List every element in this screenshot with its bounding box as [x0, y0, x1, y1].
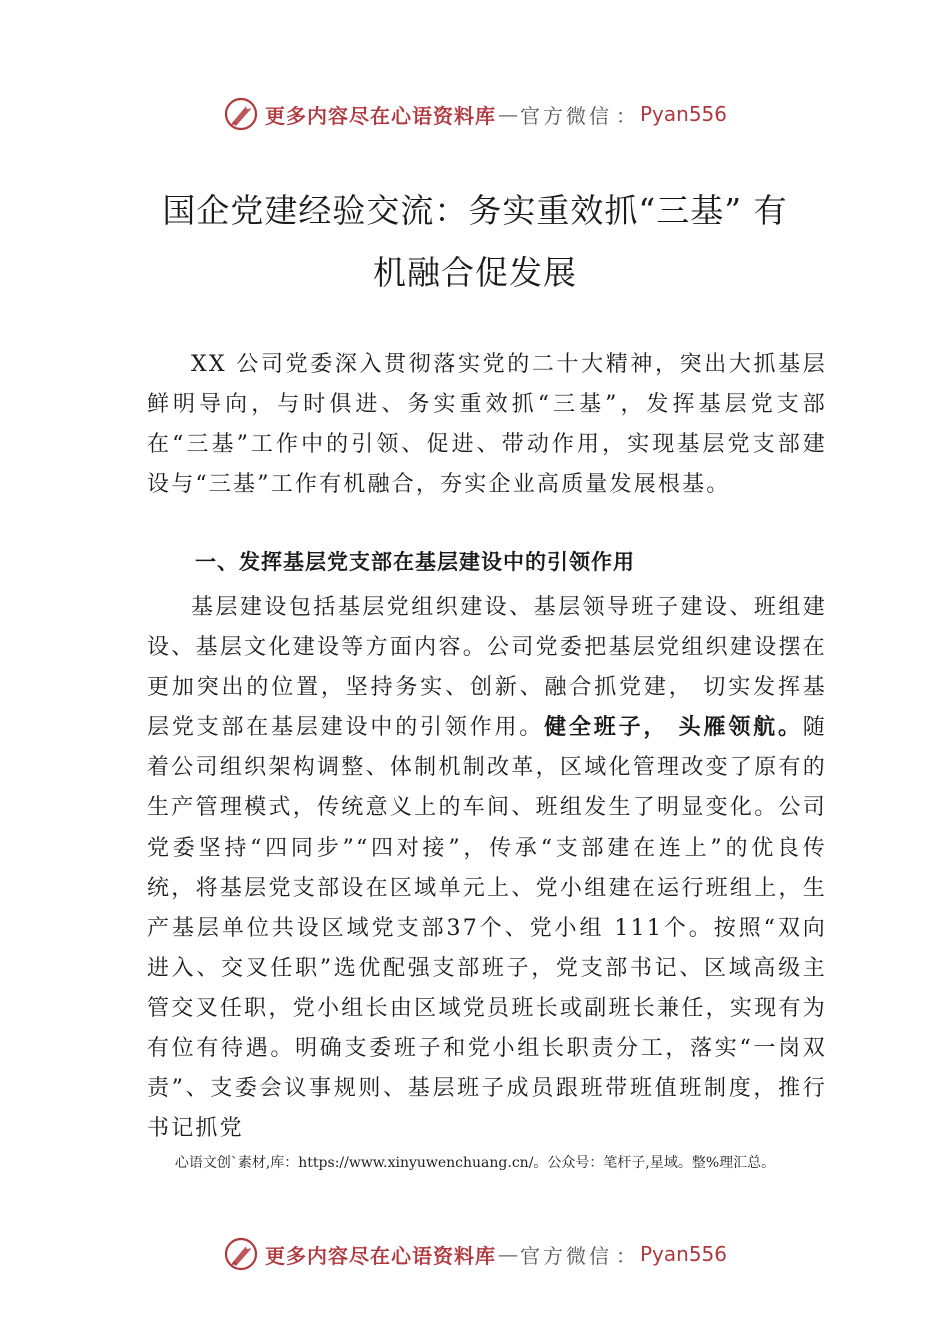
body-paragraph-text-b: 随着公司组织架构调整、体制机制改革，区域化管理改变了原有的生产管理模式，传统意义上的车间、班组发生了明显变化。公司党委坚持“四同步”“四对接”，传承“支部建在连上”的优良传统，将基层党支部设在区域单元上、党小组建在运行班组上，生产基层单位共设区域党支部37个、党小组 111个。按照“双向进入、交叉任职”选优配强支部班子，党支部书记、区域高级主管交叉任职，党小组长由区域党员班长或副班长兼任，实现有为有位有待遇。明确支委班子和党小组长职责分工，落实“一岗双责”、支委会议事规则、基层班子成员跟班带班值班制度，推行书记抓党: [147, 715, 827, 1142]
banner-main-text: 更多内容尽在心语资料库: [264, 103, 496, 128]
body-paragraph: [147, 588, 827, 1149]
body-paragraph-bold-phrase: 健全班子， 头雁领航。: [544, 715, 803, 741]
body-paragraph-text-a: 基层建设包括基层党组织建设、基层领导班子建设、班组建设、基层文化建设等方面内容。公司党委把基层党组织建设摆在更加突出的位置，坚持务实、创新、融合抓党建， 切实发挥基层党支部在基层建设中的引领作用。: [147, 595, 827, 741]
pen-nib-logo-icon: [223, 96, 259, 132]
pen-nib-logo-icon: [223, 1236, 259, 1272]
banner-wechat-id: Pyan556: [639, 102, 727, 126]
banner-main-text: 更多内容尽在心语资料库: [264, 1243, 496, 1268]
document-title: [130, 180, 820, 304]
banner-dash: —: [497, 1242, 518, 1266]
title-line-1: 国企党建经验交流：务实重效抓“三基” 有: [162, 191, 788, 230]
title-line-2: 机融合促发展: [373, 253, 577, 292]
banner-colon: ：: [615, 103, 636, 128]
banner-sub-text: 官方微信: [519, 103, 612, 128]
banner-colon: ：: [615, 1243, 636, 1268]
banner-sub-text: 官方微信: [519, 1243, 612, 1268]
footer-banner: [0, 1234, 950, 1274]
source-footnote: 心语文创`素材,库：https://www.xinyuwenchuang.cn/。公众号：笔杆子,星域。整%理汇总。: [174, 1155, 776, 1171]
section-heading-1: 一、发挥基层党支部在基层建设中的引领作用: [195, 550, 635, 574]
intro-paragraph: XX 公司党委深入贯彻落实党的二十大精神，突出大抓基层鲜明导向，与时俱进、务实重效抓“三基”，发挥基层党支部在“三基”工作中的引领、促进、带动作用，实现基层党支部建设与“三基”工作有机融合，夯实企业高质量发展根基。: [147, 352, 827, 498]
banner-wechat-id: Pyan556: [639, 1242, 727, 1266]
banner-dash: —: [497, 102, 518, 126]
header-banner: [0, 94, 950, 134]
